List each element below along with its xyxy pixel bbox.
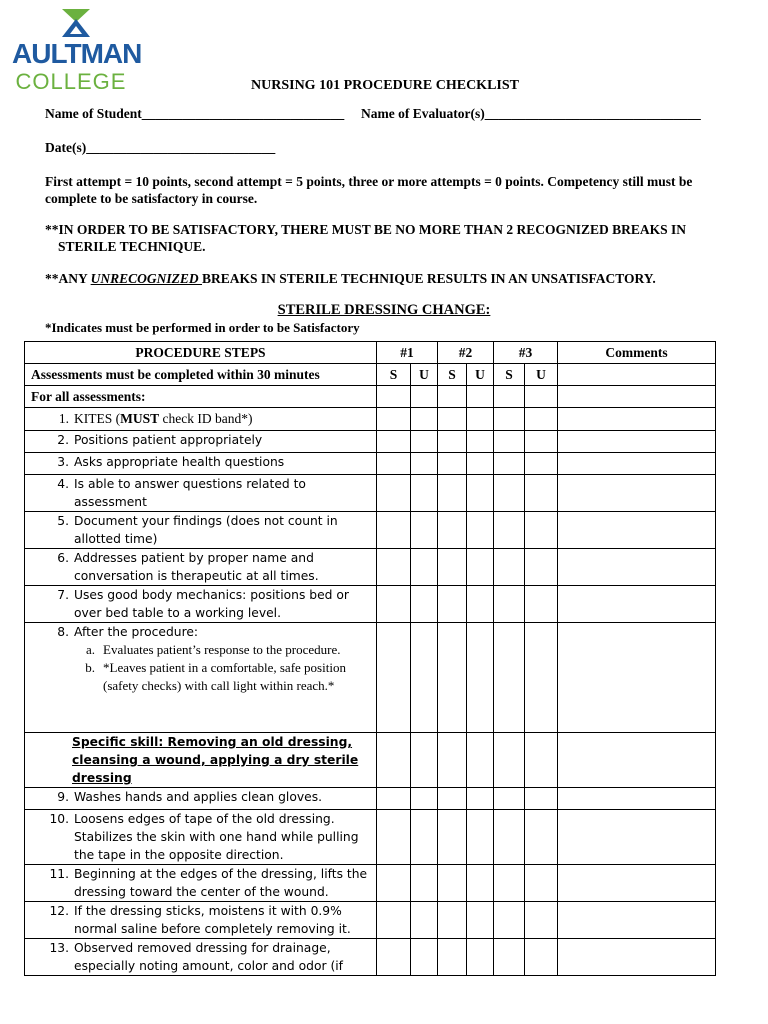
score-cell[interactable]: [411, 623, 438, 733]
score-cell[interactable]: [377, 475, 411, 512]
step-row: [25, 431, 716, 453]
score-cell[interactable]: [377, 810, 411, 865]
score-cell[interactable]: [467, 386, 494, 408]
for-all-row: [25, 386, 716, 408]
step-number: 7.: [57, 588, 69, 602]
step-text: Uses good body mechanics: positions bed or over bed table to a working level.: [74, 588, 349, 620]
comment-cell[interactable]: [558, 623, 716, 733]
score-cell[interactable]: [525, 386, 558, 408]
score-cell[interactable]: [494, 512, 525, 549]
college-logo: [12, 6, 142, 94]
step-row: [25, 408, 716, 431]
logo-name-top: AULTMAN: [12, 38, 142, 69]
score-cell[interactable]: [467, 586, 494, 623]
comment-cell[interactable]: [558, 902, 716, 939]
score-cell[interactable]: [494, 586, 525, 623]
step-cell: [25, 453, 377, 475]
score-cell[interactable]: [377, 453, 411, 475]
score-cell[interactable]: [438, 453, 467, 475]
step-number: 8.: [57, 625, 69, 639]
step-text: Observed removed dressing for drainage, especially noting amount, color and odor (if: [74, 941, 343, 973]
step-number: 13.: [49, 941, 69, 955]
score-cell[interactable]: [438, 512, 467, 549]
score-cell[interactable]: [494, 788, 525, 810]
score-cell[interactable]: [525, 865, 558, 902]
step-row: [25, 865, 716, 902]
header-attempt-1: #1: [377, 342, 438, 364]
su-label: S: [438, 364, 467, 386]
step1-text-post: check ID band*): [159, 411, 253, 426]
comment-cell[interactable]: [558, 408, 716, 431]
step-row: [25, 902, 716, 939]
step-number: 10.: [49, 812, 69, 826]
time-note-row: [25, 364, 716, 386]
student-name-field[interactable]: Name of Student______________________________: [45, 106, 345, 121]
score-cell[interactable]: [467, 512, 494, 549]
score-cell[interactable]: [377, 788, 411, 810]
score-cell[interactable]: [377, 902, 411, 939]
score-cell[interactable]: [411, 810, 438, 865]
comment-cell[interactable]: [558, 386, 716, 408]
unrecognized-rule: [45, 270, 725, 287]
step-cell: [25, 623, 377, 733]
step-cell: [25, 902, 377, 939]
score-cell[interactable]: [467, 431, 494, 453]
comment-cell[interactable]: [558, 512, 716, 549]
score-cell[interactable]: [525, 623, 558, 733]
score-cell[interactable]: [377, 586, 411, 623]
score-cell[interactable]: [494, 475, 525, 512]
score-cell[interactable]: [525, 512, 558, 549]
score-cell[interactable]: [438, 586, 467, 623]
score-cell[interactable]: [438, 788, 467, 810]
score-cell[interactable]: [377, 386, 411, 408]
comment-cell[interactable]: [558, 865, 716, 902]
score-cell[interactable]: [411, 512, 438, 549]
score-cell[interactable]: [438, 623, 467, 733]
su-label: S: [494, 364, 525, 386]
step-number: 4.: [57, 477, 69, 491]
comment-cell[interactable]: [558, 364, 716, 386]
step1-text-pre: KITES (: [74, 411, 121, 426]
su-label: U: [525, 364, 558, 386]
comment-cell[interactable]: [558, 939, 716, 976]
satisfactory-rule-line2: STERILE TECHNIQUE.: [58, 239, 206, 254]
score-cell[interactable]: [467, 475, 494, 512]
score-cell[interactable]: [411, 788, 438, 810]
score-cell[interactable]: [494, 549, 525, 586]
section-title: STERILE DRESSING CHANGE:: [277, 302, 491, 318]
step-number: 12.: [49, 904, 69, 918]
table-header-row: [25, 342, 716, 364]
score-cell[interactable]: [494, 810, 525, 865]
score-cell[interactable]: [411, 865, 438, 902]
score-cell[interactable]: [525, 586, 558, 623]
step-number: 3.: [57, 455, 69, 469]
comment-cell[interactable]: [558, 810, 716, 865]
unrecognized-emphasis: UNRECOGNIZED: [90, 271, 203, 286]
su-label: U: [411, 364, 438, 386]
score-cell[interactable]: [377, 623, 411, 733]
scoring-text: First attempt = 10 points, second attempt = 5 points, three or more attempts = 0 points. Competency still must be complete to be satisfactory in course.: [45, 174, 693, 206]
comment-cell[interactable]: [558, 586, 716, 623]
score-cell[interactable]: [525, 939, 558, 976]
step-cell: [25, 549, 377, 586]
score-cell[interactable]: [494, 865, 525, 902]
sub-step-text: *Leaves patient in a comfortable, safe position (safety checks) with call light within reach.*: [103, 660, 346, 693]
score-cell[interactable]: [467, 902, 494, 939]
step-number: 6.: [57, 551, 69, 565]
step-row: [25, 475, 716, 512]
step-number: 1.: [58, 411, 69, 426]
score-cell[interactable]: [467, 788, 494, 810]
score-cell[interactable]: [494, 902, 525, 939]
sub-step-number: b.: [85, 660, 95, 675]
unrecognized-rule-prefix: **ANY: [45, 271, 91, 286]
step-row: [25, 453, 716, 475]
su-label: S: [377, 364, 411, 386]
score-cell[interactable]: [525, 733, 558, 788]
evaluator-name-field[interactable]: Name of Evaluator(s)________________________________: [361, 106, 701, 121]
score-cell[interactable]: [525, 453, 558, 475]
triangle-mark-icon: [58, 8, 94, 38]
step-row: [25, 939, 716, 976]
step-number: 9.: [57, 790, 69, 804]
step-number: 5.: [57, 514, 69, 528]
score-cell[interactable]: [438, 408, 467, 431]
score-cell[interactable]: [411, 733, 438, 788]
step-text: If the dressing sticks, moistens it with 0.9% normal saline before completely removing it.: [74, 904, 351, 936]
sub-step-number: a.: [85, 642, 95, 657]
comment-cell[interactable]: [558, 431, 716, 453]
score-cell[interactable]: [525, 431, 558, 453]
score-cell[interactable]: [438, 386, 467, 408]
score-cell[interactable]: [494, 623, 525, 733]
for-all-label: For all assessments:: [25, 386, 377, 408]
score-cell[interactable]: [525, 788, 558, 810]
comment-cell[interactable]: [558, 475, 716, 512]
step-number: 2.: [57, 433, 69, 447]
score-cell[interactable]: [494, 453, 525, 475]
su-label: U: [467, 364, 494, 386]
header-attempt-3: #3: [494, 342, 558, 364]
score-cell[interactable]: [494, 939, 525, 976]
step-cell: [25, 939, 377, 976]
score-cell[interactable]: [467, 865, 494, 902]
step-text: Positions patient appropriately: [74, 433, 263, 447]
step-number: 11.: [49, 867, 69, 881]
score-cell[interactable]: [438, 939, 467, 976]
score-cell[interactable]: [438, 733, 467, 788]
comment-cell[interactable]: [558, 549, 716, 586]
score-cell[interactable]: [411, 902, 438, 939]
step-cell: [25, 810, 377, 865]
comment-cell[interactable]: [558, 733, 716, 788]
step-row: [25, 788, 716, 810]
step-cell: [25, 512, 377, 549]
document-title: NURSING 101 PROCEDURE CHECKLIST: [251, 78, 519, 93]
score-cell[interactable]: [377, 865, 411, 902]
score-cell[interactable]: [411, 549, 438, 586]
time-note: Assessments must be completed within 30 minutes: [25, 364, 377, 386]
satisfactory-rule: [45, 221, 725, 255]
step-text: Loosens edges of tape of the old dressing. Stabilizes the skin with one hand while pulling the tape in the opposite direction.: [74, 812, 359, 862]
specific-skill-row: [25, 733, 716, 788]
score-cell[interactable]: [467, 453, 494, 475]
step-row: [25, 549, 716, 586]
score-cell[interactable]: [377, 733, 411, 788]
score-cell[interactable]: [525, 902, 558, 939]
score-cell[interactable]: [438, 810, 467, 865]
score-cell[interactable]: [411, 939, 438, 976]
score-cell[interactable]: [494, 386, 525, 408]
score-cell[interactable]: [467, 733, 494, 788]
score-cell[interactable]: [525, 810, 558, 865]
procedure-checklist-table: [24, 341, 716, 976]
score-cell[interactable]: [377, 939, 411, 976]
score-cell[interactable]: [494, 431, 525, 453]
step-row: [25, 512, 716, 549]
step-text: After the procedure:: [74, 625, 199, 639]
section-note: *Indicates must be performed in order to be Satisfactory: [45, 320, 360, 335]
score-cell[interactable]: [525, 475, 558, 512]
score-cell[interactable]: [525, 549, 558, 586]
sub-step-text: Evaluates patient’s response to the procedure.: [103, 642, 341, 657]
score-cell[interactable]: [467, 408, 494, 431]
score-cell[interactable]: [377, 431, 411, 453]
step-cell: [25, 733, 377, 788]
score-cell[interactable]: [411, 408, 438, 431]
score-cell[interactable]: [525, 408, 558, 431]
score-cell[interactable]: [438, 865, 467, 902]
step-text: Washes hands and applies clean gloves.: [74, 790, 323, 804]
step-text: Document your findings (does not count in allotted time): [74, 514, 338, 546]
comment-cell[interactable]: [558, 788, 716, 810]
score-cell[interactable]: [377, 549, 411, 586]
step-row: [25, 810, 716, 865]
specific-skill-heading: Specific skill: Removing an old dressing, cleansing a wound, applying a dry sterile dressing: [72, 735, 359, 785]
score-cell[interactable]: [377, 512, 411, 549]
step-cell: [25, 475, 377, 512]
score-cell[interactable]: [494, 408, 525, 431]
step-text: Beginning at the edges of the dressing, lifts the dressing toward the center of the wound.: [74, 867, 368, 899]
step-cell: [25, 408, 377, 431]
score-cell[interactable]: [438, 475, 467, 512]
step-cell: [25, 788, 377, 810]
satisfactory-rule-line1: **IN ORDER TO BE SATISFACTORY, THERE MUST BE NO MORE THAN 2 RECOGNIZED BREAKS IN: [45, 222, 687, 237]
score-cell[interactable]: [467, 549, 494, 586]
step-text: Addresses patient by proper name and conversation is therapeutic at all times.: [74, 551, 319, 583]
unrecognized-rule-suffix: BREAKS IN STERILE TECHNIQUE RESULTS IN AN UNSATISFACTORY.: [202, 271, 656, 286]
step-text: Asks appropriate health questions: [74, 455, 285, 469]
score-cell[interactable]: [411, 453, 438, 475]
step-cell: [25, 431, 377, 453]
step-row: [25, 623, 716, 733]
score-cell[interactable]: [494, 733, 525, 788]
score-cell[interactable]: [467, 810, 494, 865]
header-comments: Comments: [558, 342, 716, 364]
score-cell[interactable]: [411, 431, 438, 453]
step-text: Is able to answer questions related to assessment: [74, 477, 306, 509]
header-procedure-steps: PROCEDURE STEPS: [25, 342, 377, 364]
score-cell[interactable]: [411, 475, 438, 512]
score-cell[interactable]: [377, 408, 411, 431]
step-cell: [25, 865, 377, 902]
score-cell[interactable]: [411, 586, 438, 623]
step-row: [25, 586, 716, 623]
score-cell[interactable]: [438, 549, 467, 586]
score-cell[interactable]: [467, 623, 494, 733]
date-field[interactable]: Date(s)____________________________: [45, 140, 276, 155]
score-cell[interactable]: [438, 431, 467, 453]
comment-cell[interactable]: [558, 453, 716, 475]
score-cell[interactable]: [438, 902, 467, 939]
step1-text-bold: MUST: [120, 411, 160, 426]
step-cell: [25, 586, 377, 623]
score-cell[interactable]: [467, 939, 494, 976]
score-cell[interactable]: [411, 386, 438, 408]
header-attempt-2: #2: [438, 342, 494, 364]
logo-name-bottom: COLLEGE: [15, 69, 127, 94]
